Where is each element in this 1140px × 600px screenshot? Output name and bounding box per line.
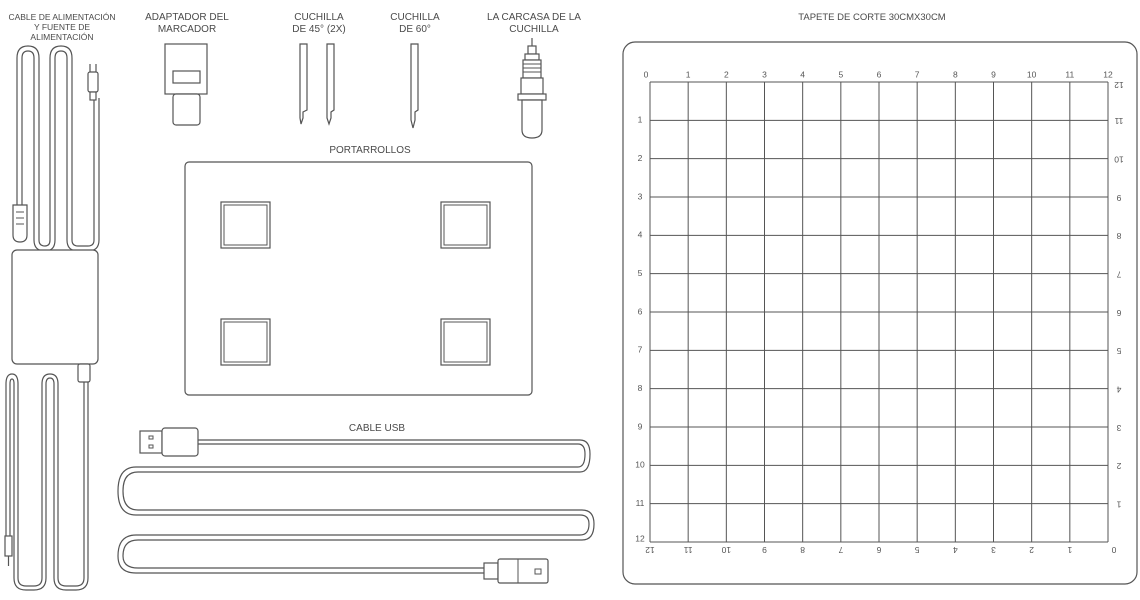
mat-ruler-label: 12 — [1103, 69, 1113, 80]
mat-ruler-label: 5 — [637, 267, 643, 278]
power-supply-illustration — [5, 46, 99, 590]
mat-ruler-label: 5 — [838, 69, 844, 80]
mat-ruler-label: 9 — [1116, 192, 1122, 203]
mat-ruler-label: 6 — [876, 69, 882, 80]
svg-text:DE 60°: DE 60° — [399, 24, 431, 35]
mat-ruler-label: 11 — [635, 497, 645, 508]
svg-text:ALIMENTACIÓN: ALIMENTACIÓN — [30, 32, 94, 42]
blade-housing-label — [487, 12, 581, 35]
blade-60-illustration — [411, 44, 418, 128]
mat-ruler-label: 10 — [1026, 69, 1037, 80]
mat-ruler-label: 6 — [876, 544, 882, 555]
mat-ruler-label: 9 — [637, 421, 643, 432]
mat-ruler-label: 8 — [1116, 231, 1122, 242]
mat-ruler-label: 7 — [914, 69, 920, 80]
mat-ruler-label: 0 — [643, 69, 649, 80]
roll-holder-bracket — [221, 202, 270, 248]
usb-cable-label: CABLE USB — [348, 423, 406, 434]
mat-ruler-label: 9 — [991, 69, 996, 80]
mat-ruler-label: 5 — [914, 544, 920, 555]
mat-ruler-label: 4 — [952, 544, 958, 555]
mat-ruler-label: 1 — [1067, 544, 1073, 555]
mat-ruler-label: 2 — [1029, 544, 1035, 555]
mat-ruler-label: 12 — [645, 544, 655, 555]
mat-ruler-label: 3 — [1116, 422, 1122, 433]
blade-housing-illustration — [518, 38, 546, 138]
svg-text:DE 45° (2X): DE 45° (2X) — [292, 24, 346, 35]
mat-ruler-label: 2 — [637, 152, 643, 163]
cutting-mat-illustration — [623, 42, 1137, 584]
mat-ruler-label: 3 — [637, 191, 643, 202]
svg-text:MARCADOR: MARCADOR — [157, 24, 217, 35]
usb-cable-illustration — [118, 428, 594, 583]
blade-45-illustration — [300, 44, 334, 124]
svg-text:CUCHILLA: CUCHILLA — [390, 12, 440, 23]
marker-adapter-label — [145, 12, 229, 35]
svg-text:ADAPTADOR DEL: ADAPTADOR DEL — [145, 12, 229, 23]
svg-text:Y FUENTE DE: Y FUENTE DE — [33, 22, 91, 32]
cutting-mat-label: TAPETE DE CORTE 30CMX30CM — [798, 12, 946, 23]
roll-holder-illustration — [185, 162, 532, 395]
mat-ruler-label: 10 — [1114, 154, 1124, 165]
mat-ruler-label: 3 — [991, 544, 996, 555]
mat-ruler-label: 2 — [723, 69, 729, 80]
mat-ruler-label: 11 — [1114, 116, 1124, 127]
mat-ruler-label: 6 — [1116, 307, 1122, 318]
mat-ruler-label: 4 — [800, 69, 806, 80]
mat-ruler-label: 3 — [762, 69, 767, 80]
svg-text:CUCHILLA: CUCHILLA — [509, 24, 559, 35]
mat-ruler-label: 9 — [762, 544, 767, 555]
mat-ruler-label: 8 — [800, 544, 806, 555]
roll-holder-bracket — [441, 202, 490, 248]
mat-ruler-label: 1 — [1116, 499, 1122, 510]
mat-ruler-label: 10 — [721, 544, 732, 555]
mat-ruler-label: 6 — [637, 306, 643, 317]
mat-ruler-label: 10 — [635, 459, 645, 470]
mat-ruler-label: 1 — [685, 69, 691, 80]
mat-ruler-label: 12 — [635, 533, 645, 544]
mat-ruler-label: 7 — [1116, 269, 1122, 280]
mat-ruler-label: 0 — [1111, 544, 1117, 555]
mat-ruler-label: 7 — [838, 544, 844, 555]
blade-60-label — [390, 12, 440, 35]
mat-ruler-label: 12 — [1114, 79, 1124, 90]
mat-ruler-label: 4 — [637, 229, 643, 240]
mat-ruler-label: 1 — [637, 114, 643, 125]
roll-holder-bracket — [221, 319, 270, 365]
mat-ruler-label: 5 — [1116, 346, 1122, 357]
mat-ruler-label: 7 — [637, 344, 643, 355]
mat-ruler-label: 2 — [1116, 461, 1122, 472]
blade-45-label — [292, 12, 345, 35]
marker-adapter-illustration — [165, 44, 207, 125]
power-cable-label — [8, 12, 115, 42]
svg-text:LA CARCASA DE LA: LA CARCASA DE LA — [487, 12, 581, 23]
mat-ruler-label: 8 — [952, 69, 958, 80]
mat-ruler-label: 8 — [637, 382, 643, 393]
mat-ruler-label: 4 — [1116, 384, 1122, 395]
svg-text:CABLE DE ALIMENTACIÓN: CABLE DE ALIMENTACIÓN — [8, 12, 116, 22]
svg-text:CUCHILLA: CUCHILLA — [294, 12, 344, 23]
roll-holder-label: PORTARROLLOS — [329, 145, 411, 156]
mat-ruler-label: 11 — [683, 544, 693, 555]
roll-holder-bracket — [441, 319, 490, 365]
mat-ruler-label: 11 — [1065, 69, 1075, 80]
